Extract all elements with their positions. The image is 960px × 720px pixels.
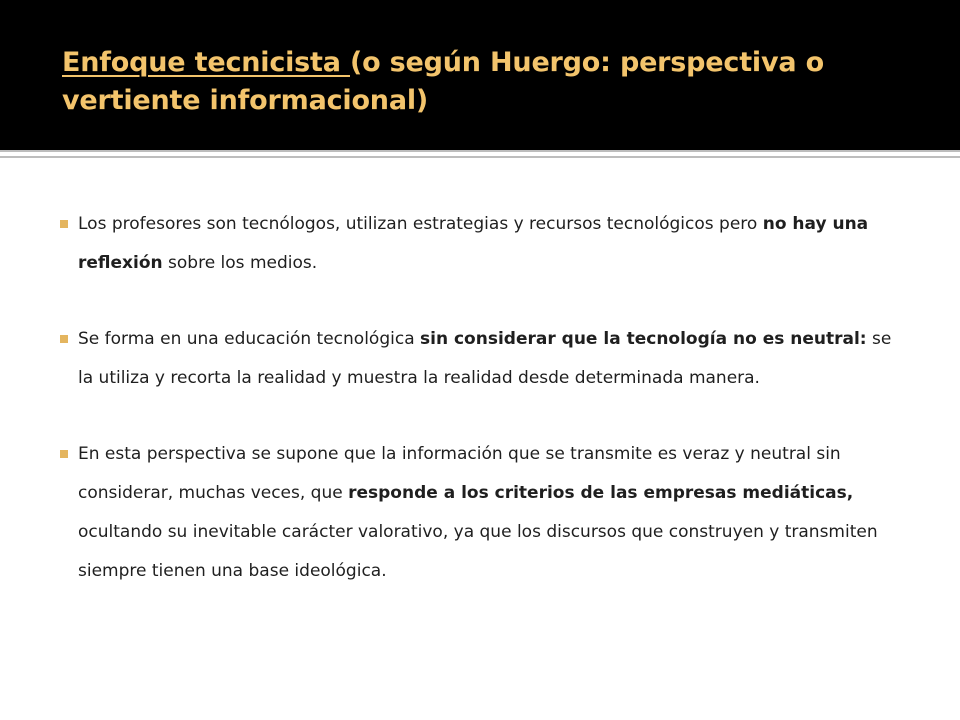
bullet-2-part-2: se la utiliza y recorta la realidad y muestra la realidad desde determinada manera. xyxy=(78,329,892,388)
bullet-text-1 xyxy=(78,214,868,273)
bullet-item-3 xyxy=(60,435,900,591)
slide-title xyxy=(62,44,922,120)
bullet-2-bold-phrase: sin considerar que la tecnología no es neutral: xyxy=(420,329,867,349)
slide-title-underlined-part: Enfoque tecnicista xyxy=(62,47,350,78)
bullet-item-2 xyxy=(60,320,900,398)
square-bullet-icon xyxy=(60,220,68,228)
square-bullet-icon xyxy=(60,450,68,458)
square-bullet-icon xyxy=(60,335,68,343)
bullet-1-part-2: sobre los medios. xyxy=(162,253,318,273)
bullet-text-3 xyxy=(78,444,878,581)
bullet-1-bold-phrase: no hay una reflexión xyxy=(78,214,869,273)
title-separator xyxy=(0,150,960,158)
bullet-1-part-1: Los profesores son tecnólogos, utilizan estrategias y recursos tecnológicos pero xyxy=(78,214,763,234)
bullet-item-1 xyxy=(60,205,900,283)
bullet-3-part-1: En esta perspectiva se supone que la información que se transmite es veraz y neutral sin considerar, muchas veces, que xyxy=(78,444,841,503)
slide-title-rest: (o según Huergo: perspectiva o vertiente informacional) xyxy=(62,47,824,116)
bullet-3-part-2: ocultando su inevitable carácter valorativo, ya que los discursos que construyen y transmiten siempre tienen una base ideológica. xyxy=(78,522,878,581)
bullet-2-part-1: Se forma en una educación tecnológica xyxy=(78,329,421,349)
bullet-list xyxy=(60,205,900,628)
bullet-text-2 xyxy=(78,329,891,388)
bullet-3-bold-phrase: responde a los criterios de las empresas mediáticas, xyxy=(348,483,854,503)
